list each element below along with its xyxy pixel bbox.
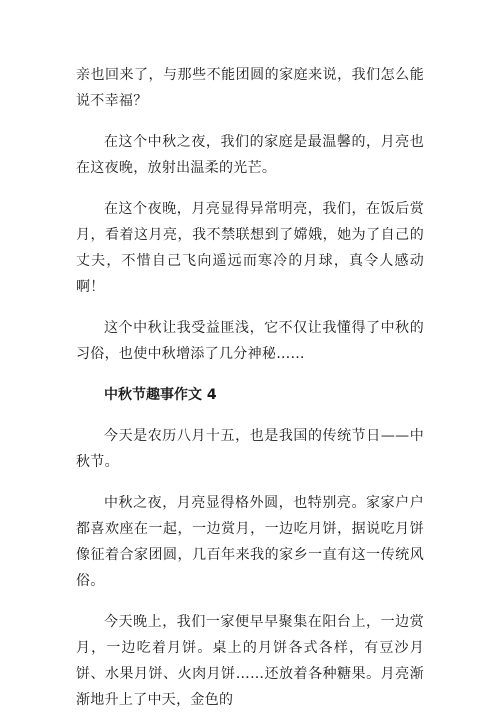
paragraph-gap — [76, 408, 424, 423]
paragraph-gap — [76, 181, 424, 196]
document-body — [76, 62, 424, 713]
paragraph-evening: 今天晚上，我们一家便早早聚集在阳台上，一边赏月，一边吃着月饼。桌上的月饼各式各样，有豆沙月饼、水果月饼、火肉月饼……还放着各种糖果。月亮渐渐地升上了中天，金色的 — [76, 614, 424, 708]
paragraph-gap — [76, 367, 424, 382]
paragraph-gap — [76, 114, 424, 129]
paragraph-custom: 中秋之夜，月亮显得格外圆，也特别亮。家家户户都喜欢座在一起，一边赏月，一边吃月饼，据说吃月饼像征着合家团圆，几百年来我的家乡一直有这一传统风俗。 — [76, 495, 424, 589]
paragraph-reflection: 这个中秋让我受益匪浅，它不仅让我懂得了中秋的习俗，也使中秋增添了几分神秘…… — [76, 320, 424, 362]
paragraph-continuation: 亲也回来了，与那些不能团圆的家庭来说，我们怎么能说不幸福？ — [76, 67, 424, 109]
paragraph-gap — [76, 594, 424, 609]
paragraph-intro: 今天是农历八月十五，也是我国的传统节日——中秋节。 — [76, 428, 424, 470]
paragraph-family-warmth: 在这个中秋之夜，我们的家庭是最温馨的，月亮也在这夜晚，放射出温柔的光芒。 — [76, 134, 424, 176]
paragraph-gap — [76, 475, 424, 490]
paragraph-gap — [76, 300, 424, 315]
section-heading: 中秋节趣事作文 4 — [104, 387, 217, 403]
paragraph-moon-change: 在这个夜晚，月亮显得异常明亮，我们，在饭后赏月，看着这月亮，我不禁联想到了嫦娥，她为了自己的丈夫，不惜自己飞向遥远而寒冷的月球，真令人感动啊！ — [76, 201, 424, 295]
